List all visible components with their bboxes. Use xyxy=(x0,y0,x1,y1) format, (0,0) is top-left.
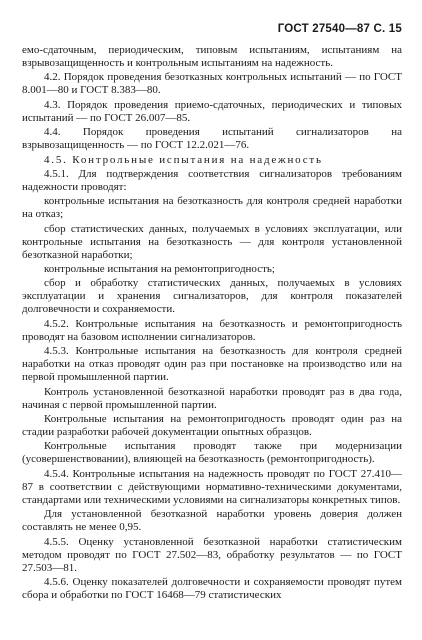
paragraph: Контрольные испытания проводят также при модернизации (усовершенствовании), влияющей на безотказность (ремонтопригодность). xyxy=(22,440,402,466)
paragraph-4-4: 4.4. Порядок проведения испытаний сигнализаторов на взрывозащищенность — по ГОСТ 12.2.021—76. xyxy=(22,126,402,152)
list-item: сбор и обработку статистических данных, получаемых в условиях эксплуатации и хранения сигнализаторов, для контроля показателей долговечности и сохраняемости. xyxy=(22,277,402,316)
paragraph: Для установленной безотказной наработки уровень доверия должен составлять не менее 0,95. xyxy=(22,508,402,534)
paragraph-4-5-2: 4.5.2. Контрольные испытания на безотказность и ремонтопригодность проводят на базовом исполнении сигнализаторов. xyxy=(22,317,402,343)
page-header: ГОСТ 27540—87 С. 15 xyxy=(277,23,402,35)
list-item: контрольные испытания на безотказность для контроля средней наработки на отказ; xyxy=(22,195,402,221)
section-heading-4-5: 4.5. Контрольные испытания на надежность xyxy=(44,153,323,166)
paragraph-4-5-5: 4.5.5. Оценку установленной безотказной наработки статистическим методом проводят по ГОСТ 27.502—83, обработку результатов — по ГОСТ 27.503—81. xyxy=(22,535,402,574)
list-item: сбор статистических данных, получаемых в условиях эксплуатации, или контрольные испытания на безотказность — для контроля установленной безотказной наработки; xyxy=(22,222,402,261)
list-item: контрольные испытания на ремонтопригодность; xyxy=(44,263,275,275)
document-body xyxy=(22,44,402,603)
paragraph: Контрольные испытания на ремонтопригодность проводят один раз на стадии разработки рабочей документации опытных образцов. xyxy=(22,412,402,439)
paragraph-4-5-3: 4.5.3. Контрольные испытания на безотказность для контроля средней наработки на отказ проводят один раз при постановке на производство или на первой промышленной партии. xyxy=(22,345,402,384)
paragraph-4-5-1: 4.5.1. Для подтверждения соответствия сигнализаторов требованиям надежности проводят: xyxy=(22,167,402,193)
paragraph-4-3: 4.3. Порядок проведения приемо-сдаточных, периодических и типовых испытаний — по ГОСТ 26.007—85. xyxy=(22,98,402,124)
paragraph-4-5-4: 4.5.4. Контрольные испытания на надежность проводят по ГОСТ 27.410—87 в соответствии с действующими нормативно-техническими документами, стандартами или техническими условиями на сигнализаторы конкретных типов. xyxy=(22,467,402,506)
paragraph: Контроль установленной безотказной наработки проводят раз в два года, начиная с первой промышленной партии. xyxy=(22,385,402,411)
paragraph-4-2: 4.2. Порядок проведения безотказных контрольных испытаний — по ГОСТ 8.001—80 и ГОСТ 8.383—80. xyxy=(22,71,402,97)
paragraph-continuation: емо-сдаточным, периодическим, типовым испытаниям, испытаниям на взрывозащищенность и контрольным испытаниям на надежность. xyxy=(22,44,402,70)
paragraph-4-5-6: 4.5.6. Оценку показателей долговечности и сохраняемости проводят путем сбора и обработки по ГОСТ 16468—79 статистических xyxy=(22,576,402,602)
